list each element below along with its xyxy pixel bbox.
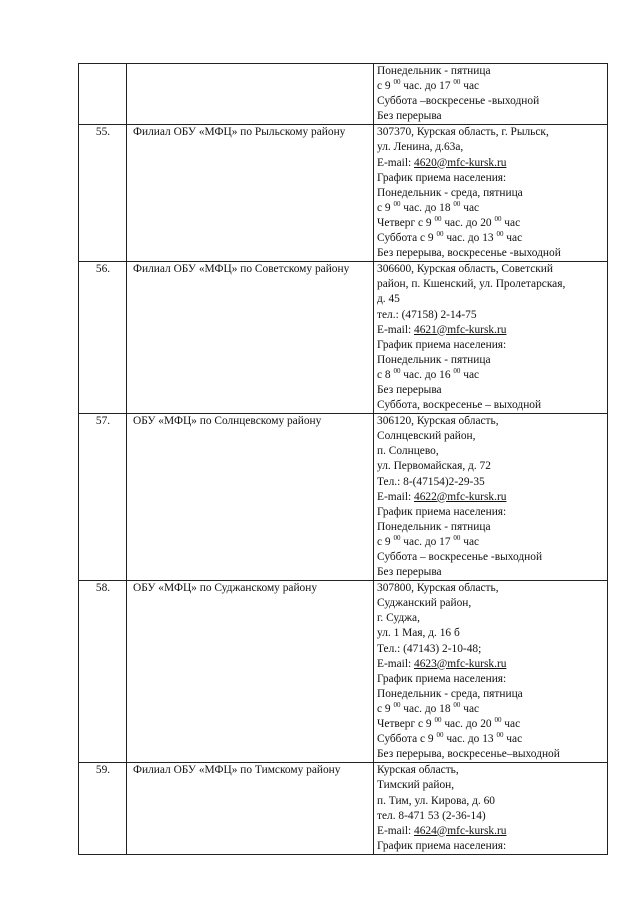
- detail-line: с 9 $^{00}$ час. до 18 $^{00}$ час: [377, 700, 480, 715]
- table-row: [79, 125, 608, 262]
- time-minutes-superscript: 00: [453, 533, 461, 542]
- detail-line: тел. 8-471 53 (2-36-14): [377, 809, 486, 822]
- row-number: 55.: [79, 125, 127, 262]
- time-minutes-superscript: 00: [453, 199, 461, 208]
- branch-table: [78, 63, 608, 855]
- detail-line: Понедельник - пятница: [377, 520, 491, 533]
- branch-name: ОБУ «МФЦ» по Суджанскому району: [127, 581, 374, 763]
- row-number: 58.: [79, 581, 127, 763]
- table-row: [79, 262, 608, 414]
- detail-line: п. Солнцево,: [377, 445, 439, 458]
- detail-line: E-mail: 4621@mfc-kursk.ru: [377, 323, 507, 336]
- branch-details: [374, 581, 608, 763]
- detail-line: Суббота, воскресенье – выходной: [377, 399, 542, 412]
- detail-line: Суббота с 9 $^{00}$ час. до 13 $^{00}$ час: [377, 731, 523, 746]
- detail-line: ул. Первомайская, д. 72: [377, 460, 491, 473]
- detail-line: Без перерыва, воскресенье–выходной: [377, 748, 560, 761]
- row-number: 57.: [79, 414, 127, 581]
- time-minutes-superscript: 00: [453, 700, 461, 709]
- detail-line: График приема населения:: [377, 672, 507, 685]
- detail-line: 307370, Курская область, г. Рыльск,: [377, 126, 549, 139]
- detail-line: Без перерыва, воскресенье -выходной: [377, 247, 561, 260]
- time-minutes-superscript: 00: [434, 716, 442, 725]
- detail-line: E-mail: 4622@mfc-kursk.ru: [377, 490, 507, 503]
- detail-line: Тел.: 8-(47154)2-29-35: [377, 475, 485, 488]
- detail-line: район, п. Кшенский, ул. Пролетарская,: [377, 278, 566, 291]
- branch-details: [374, 414, 608, 581]
- detail-line: Тимский район,: [377, 779, 455, 792]
- detail-line: 307800, Курская область,: [377, 582, 499, 595]
- detail-line: тел.: (47158) 2-14-75: [377, 308, 477, 321]
- branch-name: [127, 64, 374, 125]
- detail-line: ул. 1 Мая, д. 16 б: [377, 627, 460, 640]
- table-row: [79, 581, 608, 763]
- detail-line: Суббота –воскресенье -выходной: [377, 95, 540, 108]
- time-minutes-superscript: 00: [393, 199, 401, 208]
- detail-line: E-mail: 4620@mfc-kursk.ru: [377, 156, 507, 169]
- branch-details: [374, 763, 608, 855]
- detail-line: Курская область,: [377, 764, 459, 777]
- row-number: 56.: [79, 262, 127, 414]
- detail-line: д. 45: [377, 293, 400, 306]
- branch-details: [374, 262, 608, 414]
- detail-line: График приема населения:: [377, 338, 507, 351]
- detail-line: Понедельник - пятница: [377, 353, 491, 366]
- detail-line: 306600, Курская область, Советский: [377, 263, 553, 276]
- detail-line: Суджанский район,: [377, 597, 472, 610]
- time-minutes-superscript: 00: [496, 731, 504, 740]
- time-minutes-superscript: 00: [494, 716, 502, 725]
- row-number: [79, 64, 127, 125]
- time-minutes-superscript: 00: [436, 230, 444, 239]
- branch-name: Филиал ОБУ «МФЦ» по Рыльскому району: [127, 125, 374, 262]
- detail-line: График приема населения:: [377, 171, 507, 184]
- detail-line: Солнцевский район,: [377, 430, 476, 443]
- table-row: [79, 64, 608, 125]
- row-number: 59.: [79, 763, 127, 855]
- detail-line: Понедельник - пятница: [377, 65, 491, 77]
- time-minutes-superscript: 00: [436, 731, 444, 740]
- detail-line: Тел.: (47143) 2-10-48;: [377, 642, 482, 655]
- detail-line: Без перерыва: [377, 383, 442, 396]
- email-link[interactable]: 4622@mfc-kursk.ru: [414, 490, 507, 503]
- time-minutes-superscript: 00: [453, 78, 461, 87]
- time-minutes-superscript: 00: [494, 214, 502, 223]
- detail-line: E-mail: 4624@mfc-kursk.ru: [377, 824, 507, 837]
- email-link[interactable]: 4624@mfc-kursk.ru: [414, 824, 507, 837]
- detail-line: п. Тим, ул. Кирова, д. 60: [377, 794, 495, 807]
- table-row: [79, 763, 608, 855]
- detail-line: E-mail: 4623@mfc-kursk.ru: [377, 657, 507, 670]
- detail-line: 306120, Курская область,: [377, 415, 499, 428]
- time-minutes-superscript: 00: [393, 366, 401, 375]
- detail-line: Без перерыва: [377, 566, 442, 579]
- branch-details: [374, 64, 608, 125]
- branch-name: Филиал ОБУ «МФЦ» по Тимскому району: [127, 763, 374, 855]
- detail-line: Суббота с 9 $^{00}$ час. до 13 $^{00}$ час: [377, 230, 523, 245]
- table-row: [79, 414, 608, 581]
- detail-line: с 9 $^{00}$ час. до 17 $^{00}$ час: [377, 78, 480, 93]
- time-minutes-superscript: 00: [393, 533, 401, 542]
- time-minutes-superscript: 00: [393, 78, 401, 87]
- email-link[interactable]: 4623@mfc-kursk.ru: [414, 657, 507, 670]
- time-minutes-superscript: 00: [393, 700, 401, 709]
- email-link[interactable]: 4621@mfc-kursk.ru: [414, 323, 507, 336]
- detail-line: Суббота – воскресенье -выходной: [377, 551, 543, 563]
- time-minutes-superscript: 00: [453, 366, 461, 375]
- detail-line: г. Суджа,: [377, 612, 420, 625]
- time-minutes-superscript: 00: [496, 230, 504, 239]
- branch-details: [374, 125, 608, 262]
- time-minutes-superscript: 00: [434, 214, 442, 223]
- detail-line: с 8 $^{00}$ час. до 16 $^{00}$ час: [377, 366, 480, 381]
- detail-line: с 9 $^{00}$ час. до 18 $^{00}$ час: [377, 199, 480, 214]
- email-link[interactable]: 4620@mfc-kursk.ru: [414, 156, 507, 169]
- table-body: [79, 64, 608, 855]
- branch-name: ОБУ «МФЦ» по Солнцевскому району: [127, 414, 374, 581]
- detail-line: ул. Ленина, д.63а,: [377, 141, 464, 154]
- detail-line: Без перерыва: [377, 110, 442, 123]
- detail-line: Понедельник - среда, пятница: [377, 687, 523, 700]
- detail-line: Четверг с 9 $^{00}$ час. до 20 $^{00}$ час: [377, 716, 521, 731]
- detail-line: с 9 $^{00}$ час. до 17 $^{00}$ час: [377, 533, 480, 548]
- detail-line: Четверг с 9 $^{00}$ час. до 20 $^{00}$ час: [377, 214, 521, 229]
- detail-line: График приема населения:: [377, 505, 507, 518]
- detail-line: График приема населения:: [377, 839, 507, 852]
- branch-name: Филиал ОБУ «МФЦ» по Советскому району: [127, 262, 374, 414]
- detail-line: Понедельник - среда, пятница: [377, 186, 523, 199]
